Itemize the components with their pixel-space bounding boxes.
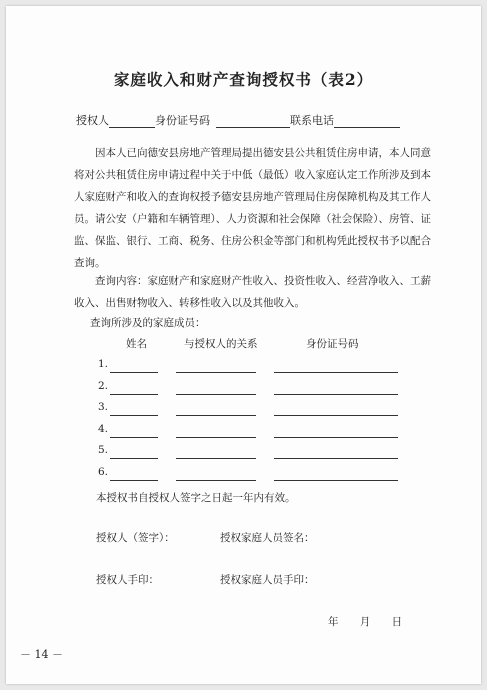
column-name: 姓名 [126, 338, 147, 350]
authorization-paragraph: 因本人已向德安县房地产管理局提出德安县公共租赁住房申请，本人同意将对公共租赁住房申请过程中关于中低（最低）收入家庭认定工作所涉及到本人家庭财产和收入的查询权授予德安县房地产管理局住房保障机构及其工作人员。请公安（户籍和车辆管理）、人力资源和社会保障（社会保险）、房管、证监、保监、银行、工商、税务、住房公积金等部门和机构凭此授权书予以配合查询。 [74, 147, 431, 269]
name-field[interactable] [110, 458, 158, 459]
id-number-blank[interactable] [216, 116, 290, 128]
name-field[interactable] [110, 394, 158, 395]
validity-statement: 本授权书自授权人签字之日起一年内有效。 [96, 492, 296, 504]
name-field[interactable] [110, 372, 158, 373]
query-content-paragraph: 查询内容：家庭财产和家庭财产性收入、投资性收入、经营净收入、工薪收入、出售财物收入、转移性收入以及其他收入。 [74, 275, 431, 309]
name-field[interactable] [110, 415, 158, 416]
relation-field[interactable] [176, 437, 256, 438]
authorizer-info-line [76, 112, 441, 128]
id-field[interactable] [274, 415, 398, 416]
id-number-label: 身份证号码 [155, 114, 210, 127]
id-field[interactable] [274, 372, 398, 373]
phone-label: 联系电话 [290, 114, 334, 127]
date-line: 年 月 日 [328, 616, 403, 628]
document-page [6, 6, 481, 684]
row-number: 6. [98, 466, 109, 478]
name-field[interactable] [110, 437, 158, 438]
authorizer-blank[interactable] [109, 116, 155, 128]
family-members-label: 查询所涉及的家庭成员： [90, 317, 206, 329]
family-fingerprint-label: 授权家庭人员手印： [220, 574, 315, 586]
relation-field[interactable] [176, 415, 256, 416]
id-field[interactable] [274, 480, 398, 481]
family-signature-label: 授权家庭人员签名： [220, 532, 315, 544]
column-relation: 与授权人的关系 [184, 338, 258, 350]
id-field[interactable] [274, 458, 398, 459]
row-number: 1. [98, 358, 109, 370]
row-number: 4. [98, 423, 109, 435]
row-number: 2. [98, 380, 109, 392]
relation-field[interactable] [176, 372, 256, 373]
id-field[interactable] [274, 394, 398, 395]
document-title: 家庭收入和财产查询授权书（表2） [113, 70, 374, 89]
name-field[interactable] [110, 480, 158, 481]
id-field[interactable] [274, 437, 398, 438]
authorizer-label: 授权人 [76, 114, 109, 127]
column-id-number: 身份证号码 [306, 338, 359, 350]
relation-field[interactable] [176, 480, 256, 481]
phone-blank[interactable] [334, 116, 400, 128]
authorizer-fingerprint-label: 授权人手印： [96, 574, 159, 586]
relation-field[interactable] [176, 458, 256, 459]
row-number: 3. [98, 401, 109, 413]
row-number: 5. [98, 444, 109, 456]
authorizer-signature-label: 授权人（签字）： [96, 532, 175, 544]
relation-field[interactable] [176, 394, 256, 395]
page-number: － 14 － [20, 648, 63, 661]
